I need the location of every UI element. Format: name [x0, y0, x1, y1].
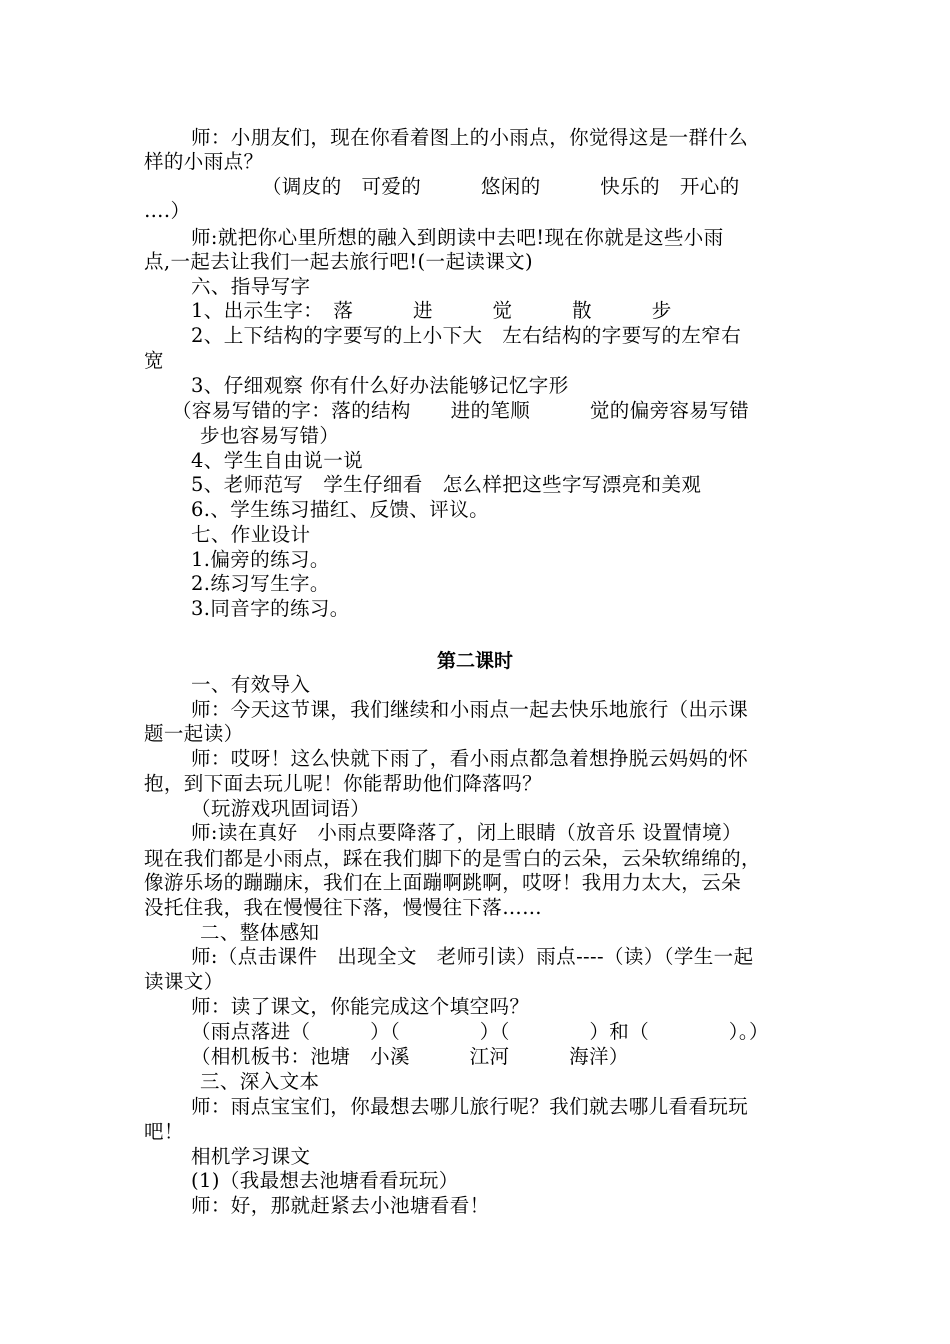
text-line: （容易写错的字：落的结构 进的笔顺 觉的偏旁容易写错	[172, 399, 750, 422]
text-line: 1、出示生字： 落 进 觉 散 步	[191, 299, 672, 322]
text-line: 2、上下结构的字要写的上小下大 左右结构的字要写的左窄右	[191, 324, 742, 347]
text-line: 师：好，那就赶紧去小池塘看看！	[191, 1194, 490, 1217]
text-line: 像游乐场的蹦蹦床，我们在上面蹦啊跳啊，哎呀！我用力太大，云朵	[144, 871, 742, 894]
text-line: 师：哎呀！这么快就下雨了，看小雨点都急着想挣脱云妈妈的怀	[191, 747, 749, 770]
text-line: 一、有效导入	[191, 673, 311, 696]
text-line: 宽	[144, 349, 164, 372]
text-line: 现在我们都是小雨点，踩在我们脚下的是雪白的云朵，云朵软绵绵的，	[144, 847, 761, 870]
text-line: （玩游戏巩固词语）	[191, 797, 371, 820]
text-line: 样的小雨点？	[144, 150, 264, 173]
section-title: 第二课时	[436, 650, 513, 672]
text-line: 六、指导写字	[191, 275, 311, 298]
text-line: 师：今天这节课，我们继续和小雨点一起去快乐地旅行（出示课	[191, 698, 749, 721]
text-line: 七、作业设计	[191, 523, 311, 546]
text-line: 5、老师范写 学生仔细看 怎么样把这些字写漂亮和美观	[191, 473, 702, 496]
text-line: 师：雨点宝宝们，你最想去哪儿旅行呢？我们就去哪儿看看玩玩	[191, 1095, 749, 1118]
text-line: 师:就把你心里所想的融入到朗读中去吧!现在你就是这些小雨	[191, 226, 724, 249]
text-line: 三、深入文本	[200, 1070, 320, 1093]
text-line: 师：读了课文，你能完成这个填空吗？	[191, 995, 530, 1018]
text-line: 4、学生自由说一说	[191, 449, 364, 472]
text-line: 读课文）	[144, 970, 224, 993]
text-line: 3、仔细观察 你有什么好办法能够记忆字形	[191, 374, 569, 397]
text-line: 没托住我，我在慢慢往下落，慢慢往下落……	[144, 896, 543, 919]
text-line: （调皮的 可爱的 悠闲的 快乐的 开心的	[262, 175, 740, 198]
text-line: （相机板书：池塘 小溪 江河 海洋）	[191, 1045, 629, 1068]
text-line: 步也容易写错）	[200, 424, 340, 447]
text-line: 题一起读）	[144, 722, 244, 745]
text-line: 相机学习课文	[191, 1145, 311, 1168]
text-line: ….）	[144, 199, 191, 222]
text-line: （雨点落进（ ）（ ）（ ）和（ ）。）	[191, 1020, 769, 1043]
text-line: 师:读在真好 小雨点要降落了，闭上眼睛（放音乐 设置情境）	[191, 821, 742, 844]
text-line: 吧！	[144, 1120, 184, 1143]
text-line: 点,一起去让我们一起去旅行吧!(一起读课文)	[144, 250, 534, 273]
text-line: 抱，到下面去玩儿呢！你能帮助他们降落吗？	[144, 772, 543, 795]
text-line: 师:（点击课件 出现全文 老师引读）雨点----（读）（学生一起	[191, 945, 754, 968]
text-line: 1.偏旁的练习。	[191, 548, 330, 571]
text-line: 师：小朋友们，现在你看着图上的小雨点，你觉得这是一群什么	[191, 126, 749, 149]
text-line: (1)（我最想去池塘看看玩玩）	[191, 1169, 459, 1192]
text-line: 3.同音字的练习。	[191, 597, 350, 620]
text-line: 2.练习写生字。	[191, 572, 330, 595]
text-line: 6.、学生练习描红、反馈、评议。	[191, 498, 490, 521]
text-line: 二、整体感知	[200, 921, 320, 944]
